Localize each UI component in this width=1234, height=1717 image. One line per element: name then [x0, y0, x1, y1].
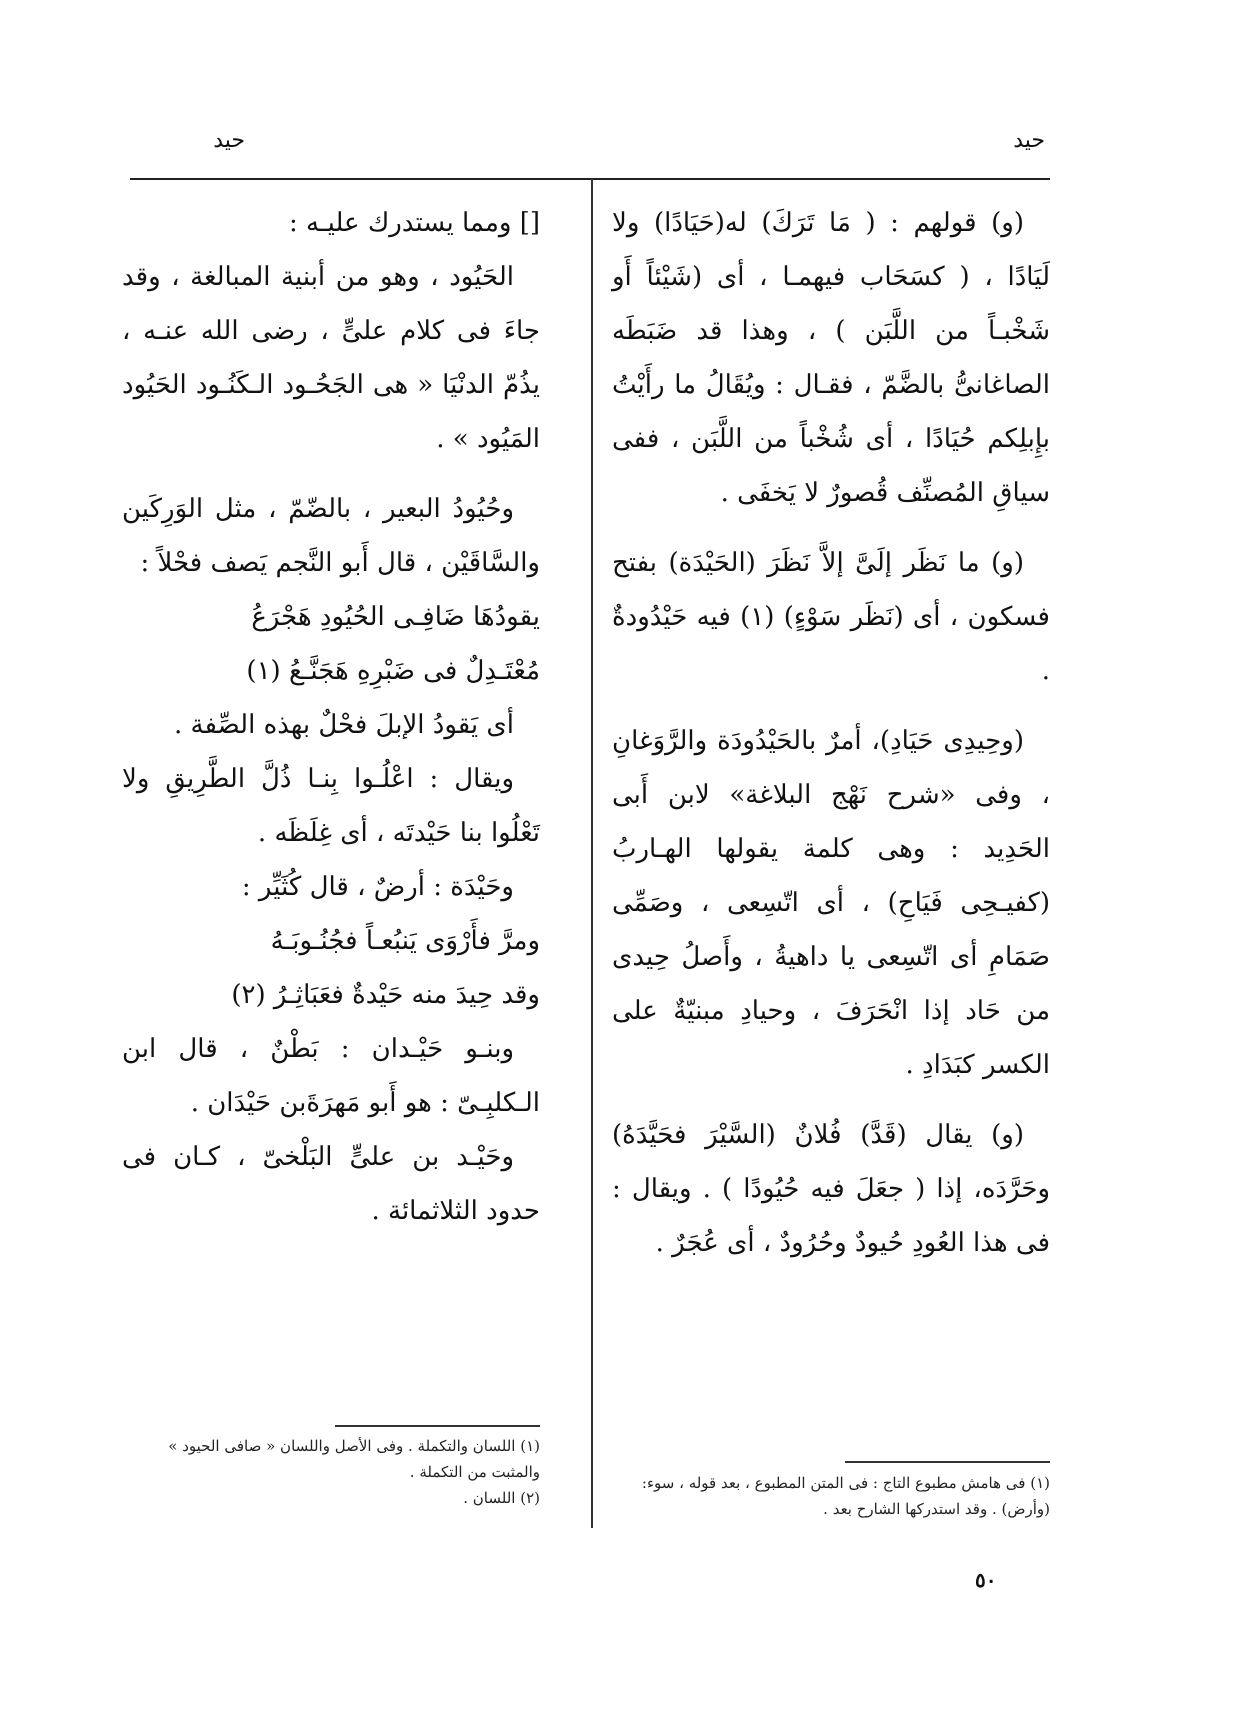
verse-kuthayyir [122, 914, 540, 1022]
running-header-left: حيد [213, 128, 245, 153]
verse-line: وقد حِيدَ منه حَيْدةٌ فعَبَاثِـرُ (٢) [231, 980, 540, 1010]
entry-banu-haydan: وبنـو حَيْـدان : بَطْنٌ ، قال ابن الـكلبِـىّ : هو أَبو مَهرَةَبن حَيْدَان . [122, 1034, 540, 1118]
entry-hayadan: (و) قولهم : ( مَا تَرَكَ) له(حَيَادًا) ولا لَيَادًا ، ( كسَحَاب فيهمـا ، أى (شَيْئاً أَو شَخْبـاً من اللَّبَن ) ، وهذا قد ضَبَطَه الصاغانىُّ بالضَّمّ ، فقـال : ويُقَالُ ما رأَيْتُ بإِبلِكم حُيَادًا ، أى شُخْباً من اللَّبَن ، ففى سياقِ المُصنِّف قُصورٌ لا يَخفَى . [612, 208, 1050, 508]
page-number: ٥٠ [975, 1568, 997, 1592]
verse-explanation: أى يَقودُ الإبلَ فحْلٌ بهذه الصِّفة . [174, 710, 514, 740]
entry-hayyadah: (و) يقال (قَدَّ) فُلانٌ (السَّيْرَ فحَيَّدَهُ) وحَرَّدَه، إذا ( جعَلَ فيه حُيُودًا ) . ويقال : فى هذا العُودِ حُيودٌ وحُرُودٌ ، أى عُجَرٌ . [612, 1120, 1050, 1258]
footnote: (١) فى هامش مطبوع التاج : فى المتن المطبوع ، بعد قوله ، سوء: (وأرض) . وقد استدركها الشارح بعد . [641, 1474, 1050, 1518]
verse-line: يقودُهَا ضَافِـى الحُيُودِ هَجْرَعُ [251, 602, 540, 632]
verse-abu-alnajm [122, 590, 540, 698]
right-column [612, 196, 1050, 1270]
entry-haydah-place: وحَيْدَة : أرضٌ ، قال كُثَيِّر : [241, 872, 514, 902]
verse-line: ومرَّ فأَرْوَى يَنبُعـاً فجُنُـوبَـهُ [270, 926, 540, 956]
running-header-right: حيد [1013, 128, 1045, 153]
footnote-rule-right [845, 1461, 1050, 1463]
header-rule [130, 178, 1050, 180]
footnote: (٢) اللسان . [463, 1489, 540, 1507]
entry-dhull-altariq: ويقال : اعْلُـوا بِنـا ذُلَّ الطَّرِيقِ ولا تَعْلُوا بنا حَيْدتَه ، أى غِلَظَه . [122, 764, 540, 848]
footnote-rule-left [335, 1425, 540, 1427]
entry-huyud-albair: وحُيُودُ البعير ، بالضّمّ ، مثل الوَرِكَين والسَّاقَيْن ، قال أَبو النَّجم يَصف فحْلاً : [122, 494, 540, 578]
entry-haydah: (و) ما نَظَر إلَىَّ إلاَّ نَظَرَ (الحَيْدَة) بفتح فسكون ، أى (نَظَر سَوْءٍ) (١) فيه حَيْدُودةٌ . [612, 548, 1050, 686]
left-column [122, 196, 540, 1238]
column-divider [591, 178, 593, 1528]
entry-hidi-hayadi: (وحِيدِى حَيَادِ)، أمرٌ بالحَيْدُودَة والرَّوَغانِ ، وفى «شرح نَهْج البلاغة» لابن أَبى الحَدِيد : وهى كلمة يقولها الهـاربُ (كفيـحِى فَيَاحِ) ، أى اتّسِعى ، وصَمِّى صَمَامِ أى اتّسِعى يا داهيةُ ، وأَصلُ حِيدى من حَاد إذا انْحَرَفَ ، وحيادِ مبنيّةٌ على الكسر كبَدَادِ . [612, 726, 1050, 1080]
footnotes-left [122, 1433, 540, 1511]
footnotes-right [615, 1470, 1050, 1522]
addendum-heading: [] ومما يستدرك عليـه : [289, 208, 540, 238]
entry-hayud: الحَيُود ، وهو من أبنية المبالغة ، وقد جاءَ فى كلام علىٍّ ، رضى الله عنـه ، يذُمّ الدنْيَا « هى الجَحُـود الـكَنُـود الحَيُود المَيُود » . [122, 262, 540, 454]
footnote: (١) اللسان والتكملة . وفى الأصل واللسان « صافى الحيود » والمثبت من التكملة . [168, 1437, 540, 1481]
entry-hayd-ibn-ali: وحَيْـد بن علىٍّ البَلْخىّ ، كـان فى حدود الثلاثمائة . [122, 1142, 540, 1226]
verse-line: مُعْتَـدِلٌ فى ضَبْرِهِ هَجَنَّـعُ (١) [246, 656, 540, 686]
